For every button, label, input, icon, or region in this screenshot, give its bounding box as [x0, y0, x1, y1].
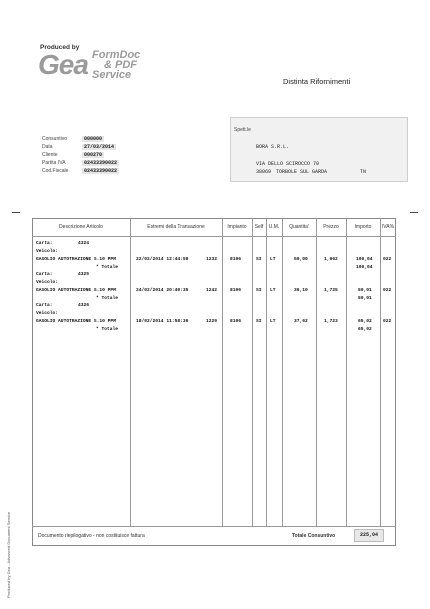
group-total-label: * Totale	[96, 296, 119, 301]
footer-note: Documento riepilogativo - non costituisce fattura	[38, 533, 145, 539]
data-label: Data	[42, 144, 53, 150]
group-total: 65,02	[358, 327, 372, 332]
carta-value: 4326	[78, 303, 90, 308]
item-impianto: 8106	[230, 288, 242, 293]
veicolo-label: Veicolo:	[36, 311, 59, 316]
fold-mark-left	[12, 212, 20, 213]
col-sep-8	[380, 218, 381, 526]
col-descrizione: Descrizione Articolo	[59, 224, 103, 230]
piva-value: 02433390022	[84, 160, 118, 166]
logo-line-3: Service	[92, 69, 132, 81]
address-label: Spett.le	[234, 127, 251, 133]
address-province: TN	[360, 169, 367, 175]
item-price: 1,723	[324, 319, 338, 324]
item-transaction: 1242	[206, 288, 218, 293]
item-iva: 022	[383, 257, 392, 262]
item-iva: 022	[383, 319, 392, 324]
item-description: GASOLIO AUTOTRAZIONE S.10 PPM	[36, 319, 116, 324]
item-date: 18/02/2014 11:58:36	[136, 319, 189, 324]
col-sep-6	[316, 218, 317, 526]
logo-line-2: & PDF	[104, 59, 137, 71]
group-total: 60,01	[358, 296, 372, 301]
col-sep-5	[282, 218, 283, 526]
item-date: 24/02/2014 20:40:35	[136, 288, 189, 293]
item-self: SI	[256, 257, 262, 262]
item-impianto: 8106	[230, 257, 242, 262]
col-um: U.M.	[268, 224, 280, 230]
codfisc-label: Cod.Fiscale	[42, 168, 69, 174]
item-self: SI	[256, 319, 262, 324]
data-value: 27/03/2014	[84, 144, 115, 150]
cliente-label: Cliente	[42, 152, 58, 158]
logo-line-1: FormDoc	[92, 49, 141, 61]
consuntivo-value: 000000	[84, 136, 103, 142]
col-sep-1	[130, 218, 131, 526]
item-amount: 65,02	[358, 319, 372, 324]
col-impianto: Impianto	[227, 224, 247, 230]
logo-formdoc	[92, 50, 140, 80]
address-line-2: VIA DELLO SCIROCCO 70	[256, 161, 320, 167]
col-self: Self	[254, 224, 264, 230]
address-cap: 38069	[256, 169, 272, 175]
col-sep-3	[252, 218, 253, 526]
item-quantity: 36,10	[294, 288, 308, 293]
item-date: 22/02/2014 12:44:50	[136, 257, 189, 262]
item-amount: 100,04	[356, 257, 373, 262]
group-total: 100,04	[356, 265, 373, 270]
document-title: Distinta Rifornimenti	[283, 77, 351, 86]
item-description: GASOLIO AUTOTRAZIONE S.10 PPM	[36, 257, 116, 262]
item-um: LT	[270, 319, 276, 324]
footer-divider	[32, 526, 396, 527]
cliente-value: 000270	[84, 152, 103, 158]
col-sep-7	[346, 218, 347, 526]
item-transaction: 1229	[206, 319, 218, 324]
totale-box	[354, 529, 384, 542]
logo-produced-by: Produced by	[40, 44, 80, 51]
item-um: LT	[270, 257, 276, 262]
col-importo: Importo	[354, 224, 372, 230]
codfisc-value: 02433390022	[84, 168, 118, 174]
carta-value: 4324	[78, 241, 90, 246]
col-estremi: Estremi della Transazione	[147, 224, 205, 230]
detail-table	[32, 218, 396, 546]
consuntivo-label: Consuntivo	[42, 136, 68, 142]
col-iva: IVA%	[381, 224, 395, 230]
item-transaction: 1232	[206, 257, 218, 262]
totale-label: Totale Consuntivo	[292, 533, 336, 539]
item-amount: 60,01	[358, 288, 372, 293]
totale-value: 225,04	[359, 532, 378, 538]
carta-label: Carta:	[36, 303, 53, 308]
group-total-label: * Totale	[96, 327, 119, 332]
item-description: GASOLIO AUTOTRAZIONE S.10 PPM	[36, 288, 116, 293]
item-um: LT	[270, 288, 276, 293]
logo-gea: Gea	[38, 49, 88, 80]
item-self: SI	[256, 288, 262, 293]
address-line-1: BORA S.R.L.	[256, 144, 290, 150]
side-credit: Produced by Gea - Advanced Document Service	[6, 511, 11, 598]
piva-label: Partita IVA	[42, 160, 66, 166]
item-impianto: 8106	[230, 319, 242, 324]
veicolo-label: Veicolo:	[36, 249, 59, 254]
carta-label: Carta:	[36, 272, 53, 277]
item-price: 1,725	[324, 288, 338, 293]
header-divider	[32, 236, 396, 237]
group-total-label: * Totale	[96, 265, 119, 270]
item-iva: 022	[383, 288, 392, 293]
col-prezzo: Prezzo	[323, 224, 339, 230]
address-city: TORBOLE SUL GARDA	[276, 169, 328, 175]
col-sep-2	[222, 218, 223, 526]
carta-value: 4325	[78, 272, 90, 277]
fold-mark-right	[410, 212, 418, 213]
item-quantity: 59,00	[294, 257, 308, 262]
item-quantity: 37,62	[294, 319, 308, 324]
item-price: 1,662	[324, 257, 338, 262]
col-sep-4	[266, 218, 267, 526]
col-quantita: Quantita'	[289, 224, 309, 230]
veicolo-label: Veicolo:	[36, 280, 59, 285]
carta-label: Carta:	[36, 241, 53, 246]
